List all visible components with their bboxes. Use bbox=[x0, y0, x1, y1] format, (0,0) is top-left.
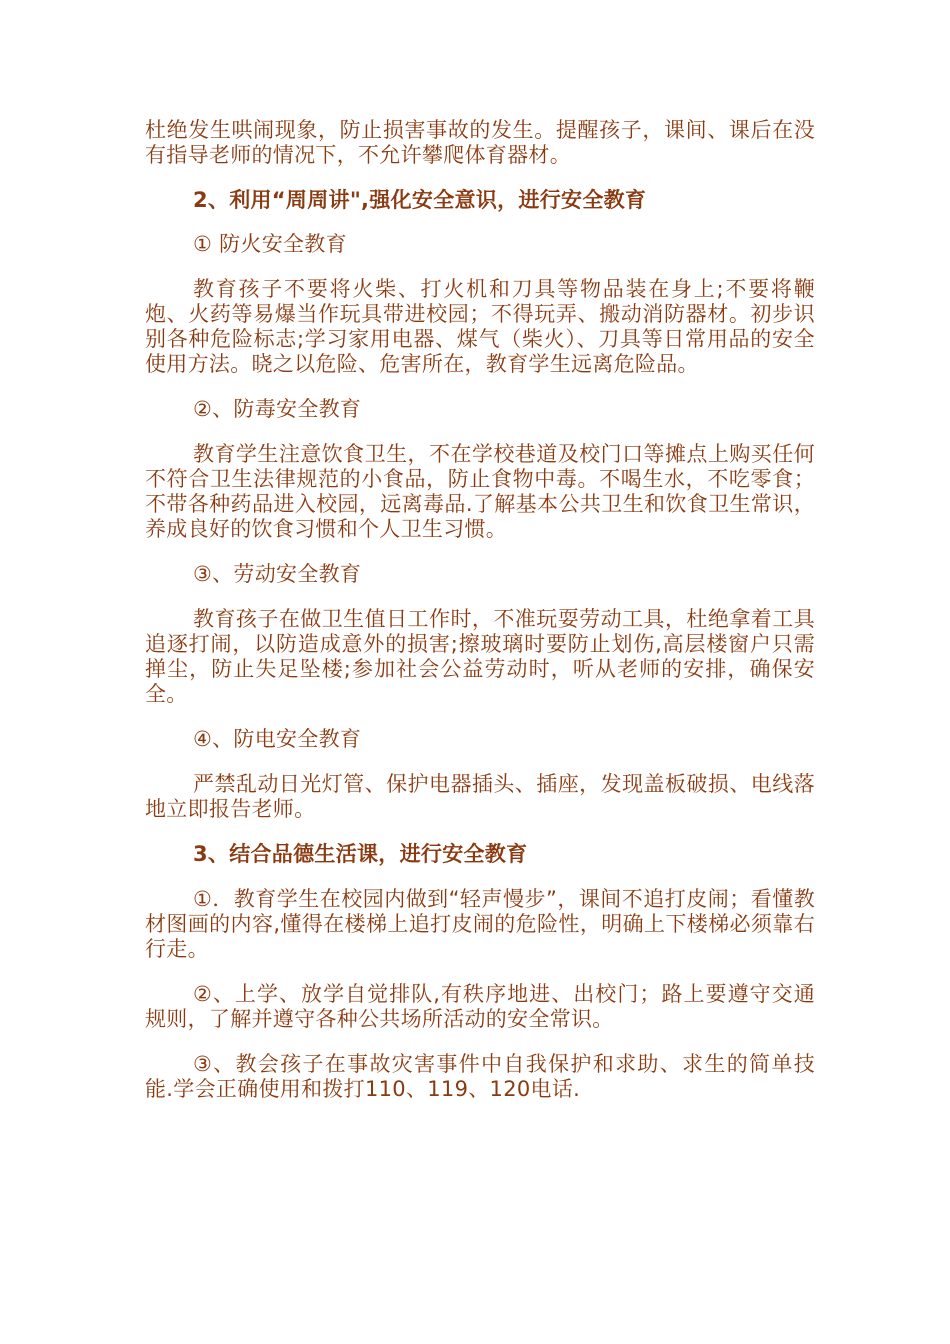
paragraph-fire-safety: 教育孩子不要将火柴、打火机和刀具等物品装在身上;不要将鞭炮、火药等易爆当作玩具带进校园；不得玩弄、搬动消防器材。初步识别各种危险标志;学习家用电器、煤气（柴火）、刀具等日常用品的安全使用方法。晓之以危险、危害所在，教育学生远离危险品。 bbox=[145, 277, 815, 376]
subheading-electric-safety: ④、防电安全教育 bbox=[193, 727, 362, 751]
subheading-poison-safety: ②、防毒安全教育 bbox=[193, 397, 362, 421]
paragraph-poison-safety: 教育学生注意饮食卫生，不在学校巷道及校门口等摊点上购买任何不符合卫生法律规范的小食品，防止食物中毒。不喝生水，不吃零食；不带各种药品进入校园，远离毒品.了解基本公共卫生和饮食卫生常识，养成良好的饮食习惯和个人卫生习惯。 bbox=[145, 442, 815, 541]
paragraph-continuation: 杜绝发生哄闹现象，防止损害事故的发生。提醒孩子，课间、课后在没有指导老师的情况下，不允许攀爬体育器材。 bbox=[145, 118, 815, 167]
paragraph-electric-safety: 严禁乱动日光灯管、保护电器插头、插座，发现盖板破损、电线落地立即报告老师。 bbox=[145, 772, 815, 821]
section-heading-3: 3、结合品德生活课，进行安全教育 bbox=[193, 842, 528, 866]
paragraph-traffic-rules: ②、上学、放学自觉排队,有秩序地进、出校门；路上要遵守交通规则，了解并遵守各种公共场所活动的安全常识。 bbox=[145, 982, 815, 1031]
paragraph-self-protection: ③、教会孩子在事故灾害事件中自我保护和求助、求生的简单技能.学会正确使用和拨打110、119、120电话. bbox=[145, 1052, 815, 1101]
subheading-labor-safety: ③、劳动安全教育 bbox=[193, 562, 362, 586]
section-heading-2: 2、利用“周周讲",强化安全意识，进行安全教育 bbox=[193, 188, 647, 212]
paragraph-labor-safety: 教育孩子在做卫生值日工作时，不准玩耍劳动工具，杜绝拿着工具追逐打闹，以防造成意外的损害;擦玻璃时要防止划伤,高层楼窗户只需掸尘，防止失足坠楼;参加社会公益劳动时，听从老师的安排，确保安全。 bbox=[145, 607, 815, 706]
subheading-fire-safety: ① 防火安全教育 bbox=[193, 232, 347, 256]
document-page bbox=[145, 118, 815, 1102]
paragraph-campus-behavior: ①．教育学生在校园内做到“轻声慢步”，课间不追打皮闹；看懂教材图画的内容,懂得在楼梯上追打皮闹的危险性，明确上下楼梯必须靠右行走。 bbox=[145, 887, 815, 961]
